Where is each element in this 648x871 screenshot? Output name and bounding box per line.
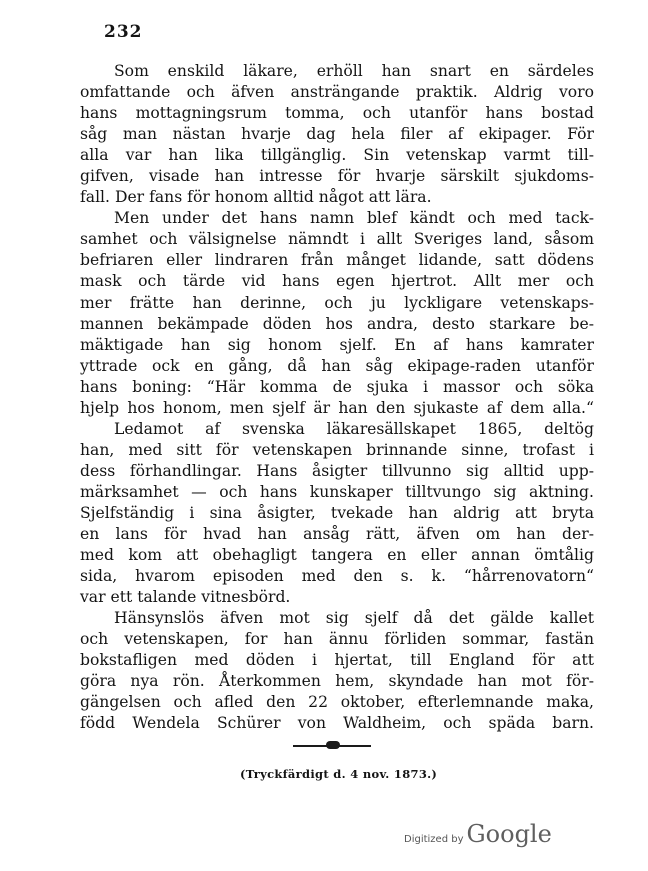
text-line: hjelp hos honom, men sjelf är han den sjukaste af dem alla.“	[80, 398, 594, 417]
text-line: befriaren eller lindraren från månget lidande, satt dödens	[80, 251, 594, 270]
text-line: såg man nästan hvarje dag hela filer af ekipager. För	[80, 125, 594, 144]
digitized-label: Digitized by	[404, 834, 464, 845]
text-line: göra nya rön. Återkommen hem, skyndade han mot för-	[80, 672, 594, 691]
text-line: han, med sitt för vetenskapen brinnande sinne, trofast i	[80, 440, 594, 459]
text-line: gifven, visade han intresse för hvarje särskilt sjukdoms-	[80, 167, 594, 186]
divider-ornament	[326, 741, 340, 749]
text-line: mannen bekämpade döden hos andra, desto starkare be-	[80, 314, 594, 333]
text-line: sida, hvarom episoden med den s. k. “hårrenovatorn“	[80, 567, 594, 586]
text-line: var ett talande vitnesbörd.	[80, 588, 291, 607]
digitized-watermark	[404, 820, 552, 848]
text-line: född Wendela Schürer von Waldheim, och späda barn.	[80, 714, 594, 733]
text-line: mäktigade han sig honom sjelf. En af hans kamrater	[80, 335, 594, 354]
text-line: fall. Der fans för honom alltid något att lära.	[80, 188, 432, 207]
text-line: omfattande och äfven ansträngande praktik. Aldrig voro	[80, 83, 594, 102]
text-line: Ledamot af svenska läkaresällskapet 1865, deltög	[114, 419, 594, 438]
text-line: samhet och välsignelse nämndt i allt Sveriges land, såsom	[80, 230, 594, 249]
text-line: alla var han lika tillgänglig. Sin vetenskap varmt till-	[80, 146, 594, 165]
body-text	[80, 61, 594, 735]
text-line: Men under det hans namn blef kändt och med tack-	[114, 209, 594, 228]
text-line: hans mottagningsrum tomma, och utanför hans bostad	[80, 104, 594, 123]
text-line: yttrade ock en gång, då han såg ekipage-raden utanför	[80, 356, 594, 375]
text-line: bokstafligen med döden i hjertat, till England för att	[80, 651, 594, 670]
text-line: mer frätte han derinne, och ju lyckligare vetenskaps-	[80, 293, 594, 312]
text-line: Som enskild läkare, erhöll han snart en särdeles	[114, 62, 594, 80]
text-line: med kom att obehagligt tangera en eller annan ömtålig	[80, 546, 594, 565]
text-line: hans boning: “Här komma de sjuka i massor och söka	[80, 377, 594, 396]
text-line: mask och tärde vid hans egen hjertrot. Allt mer och	[80, 272, 594, 291]
text-line: Sjelfständig i sina åsigter, tvekade han aldrig att bryta	[80, 503, 594, 522]
text-line: gängelsen och afled den 22 oktober, efterlemnande maka,	[80, 693, 594, 712]
print-date-note: (Tryckfärdigt d. 4 nov. 1873.)	[240, 767, 438, 781]
text-line: märksamhet — och hans kunskaper tilltvungo sig aktning.	[80, 482, 594, 501]
google-logo: Google	[466, 820, 552, 848]
text-line: Hänsynslös äfven mot sig sjelf då det gälde kallet	[114, 609, 594, 628]
text-line: dess förhandlingar. Hans åsigter tillvunno sig alltid upp-	[80, 461, 594, 480]
text-line: en lans för hvad han ansåg rätt, äfven om han der-	[80, 525, 594, 544]
page-number: 232	[104, 22, 143, 42]
text-line: och vetenskapen, for han ännu förliden sommar, fastän	[80, 630, 594, 649]
